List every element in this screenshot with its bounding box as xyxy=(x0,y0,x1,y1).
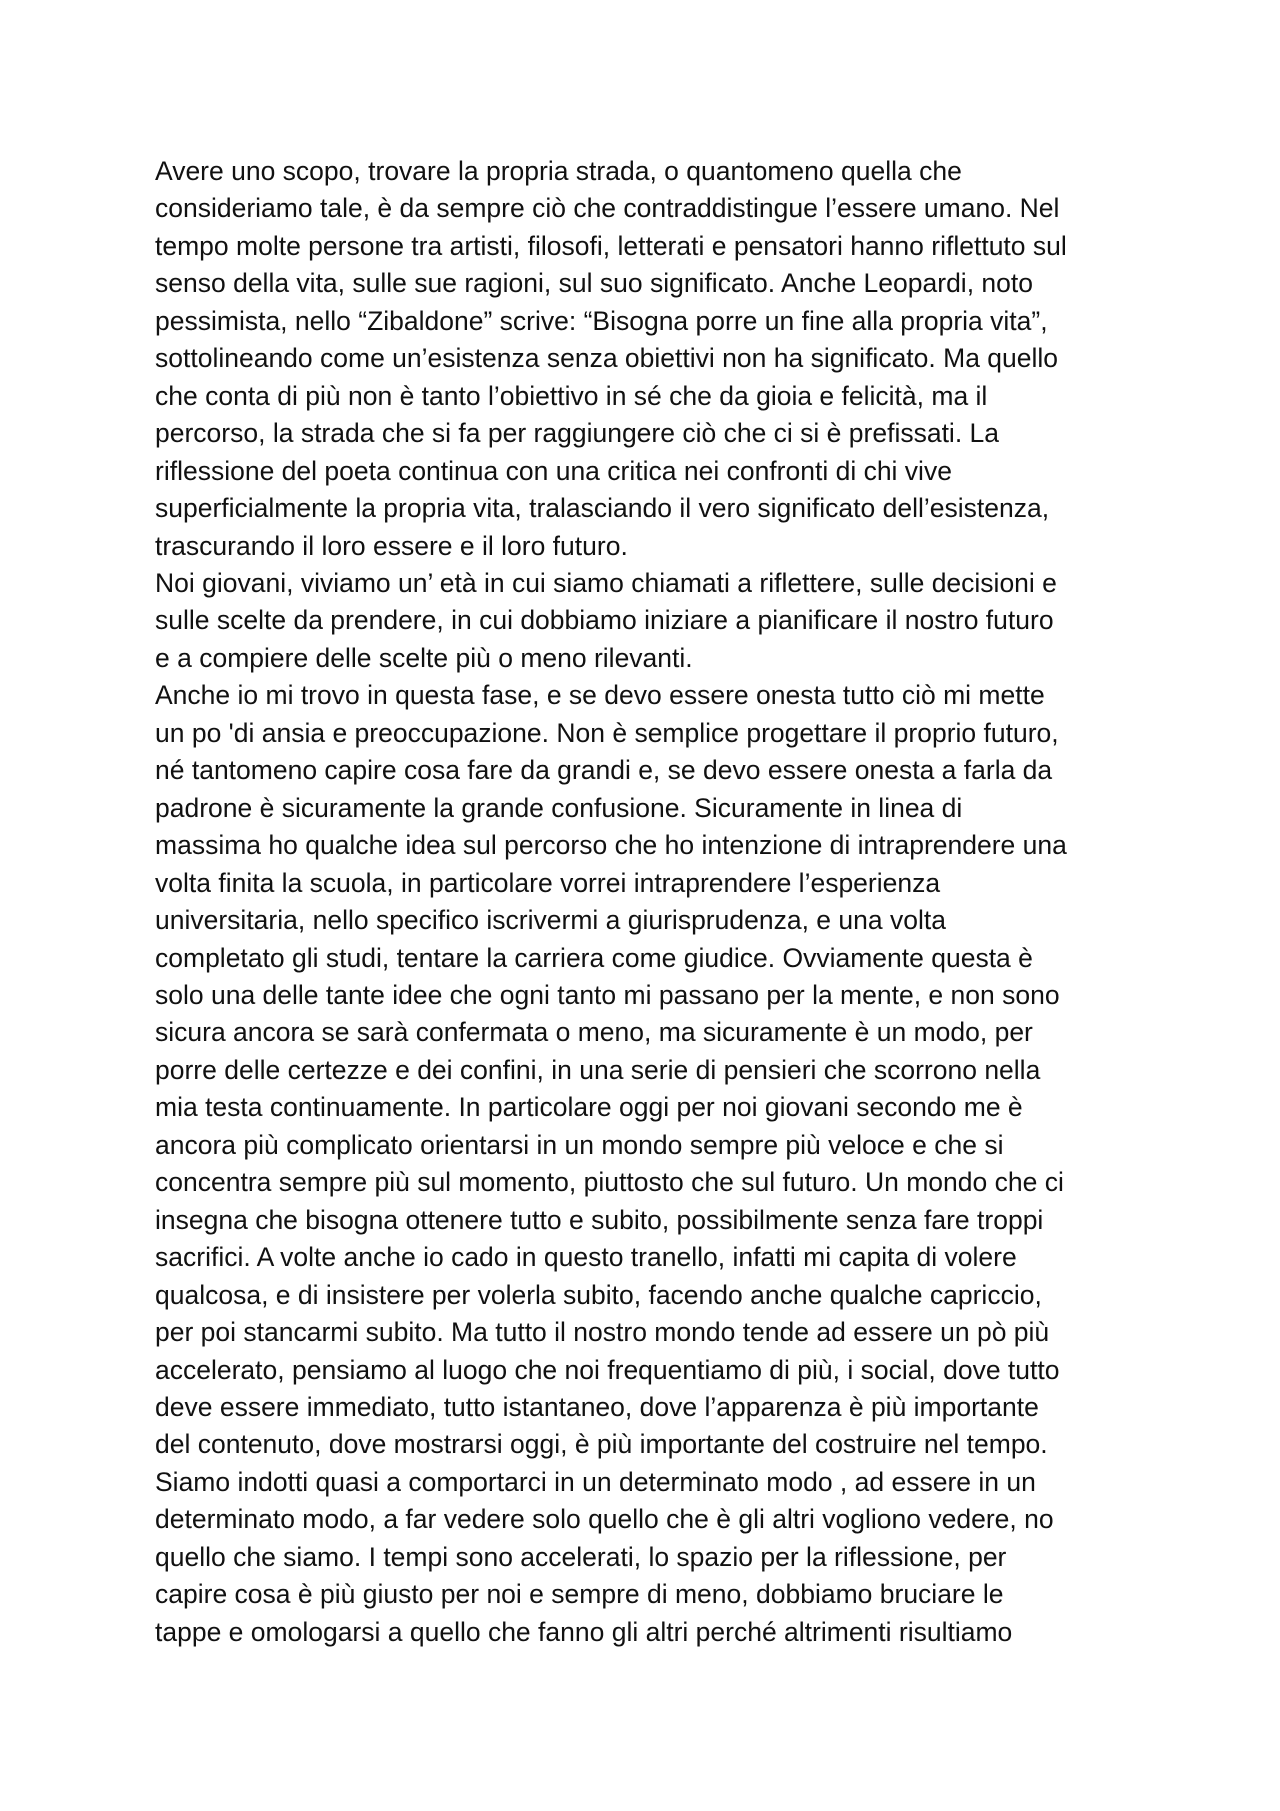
text-line: Anche io mi trovo in questa fase, e se devo essere onesta tutto ciò mi mette xyxy=(155,680,1045,711)
text-line: accelerato, pensiamo al luogo che noi frequentiamo di più, i social, dove tutto xyxy=(155,1354,1060,1385)
text-line: completato gli studi, tentare la carriera come giudice. Ovviamente questa è xyxy=(155,942,1033,973)
text-line: sicura ancora se sarà confermata o meno, ma sicuramente è un modo, per xyxy=(155,1017,1033,1048)
text-line: tappe e omologarsi a quello che fanno gli altri perché altrimenti risultiamo xyxy=(155,1616,1013,1647)
text-line: per poi stancarmi subito. Ma tutto il nostro mondo tende ad essere un pò più xyxy=(155,1317,1050,1348)
text-line: del contenuto, dove mostrarsi oggi, è più importante del costruire nel tempo. xyxy=(155,1429,1048,1460)
text-line: volta finita la scuola, in particolare vorrei intraprendere l’esperienza xyxy=(155,867,941,898)
text-line: massima ho qualche idea sul percorso che ho intenzione di intraprendere una xyxy=(155,830,1067,861)
text-line: padrone è sicuramente la grande confusione. Sicuramente in linea di xyxy=(155,792,963,823)
text-line: superficialmente la propria vita, tralasciando il vero significato dell’esistenza, xyxy=(155,493,1050,524)
text-line: determinato modo, a far vedere solo quello che è gli altri vogliono vedere, no xyxy=(155,1504,1054,1535)
text-line: capire cosa è più giusto per noi e sempre di meno, dobbiamo bruciare le xyxy=(155,1579,1004,1610)
text-line: ancora più complicato orientarsi in un mondo sempre più veloce e che si xyxy=(155,1129,1004,1160)
text-line: percorso, la strada che si fa per raggiungere ciò che ci si è prefissati. La xyxy=(155,418,1000,449)
body-text xyxy=(155,153,1155,1651)
text-line: tempo molte persone tra artisti, filosofi, letterati e pensatori hanno riflettuto sul xyxy=(155,230,1067,261)
text-line: riflessione del poeta continua con una critica nei confronti di chi vive xyxy=(155,455,952,486)
text-line: Noi giovani, viviamo un’ età in cui siamo chiamati a riflettere, sulle decisioni e xyxy=(155,567,1057,598)
text-line: solo una delle tante idee che ogni tanto mi passano per la mente, e non sono xyxy=(155,979,1060,1010)
text-line: Avere uno scopo, trovare la propria strada, o quantomeno quella che xyxy=(155,156,962,186)
text-line: porre delle certezze e dei confini, in una serie di pensieri che scorrono nella xyxy=(155,1054,1041,1085)
text-line: sulle scelte da prendere, in cui dobbiamo iniziare a pianificare il nostro futuro xyxy=(155,605,1054,636)
text-line: qualcosa, e di insistere per volerla subito, facendo anche qualche capriccio, xyxy=(155,1279,1042,1310)
text-line: sottolineando come un’esistenza senza obiettivi non ha significato. Ma quello xyxy=(155,343,1059,374)
text-line: pessimista, nello “Zibaldone” scrive: “Bisogna porre un fine alla propria vita”, xyxy=(155,305,1048,336)
text-line: e a compiere delle scelte più o meno rilevanti. xyxy=(155,642,693,673)
text-line: né tantomeno capire cosa fare da grandi e, se devo essere onesta a farla da xyxy=(155,755,1053,786)
text-line: sacrifici. A volte anche io cado in questo tranello, infatti mi capita di volere xyxy=(155,1242,1017,1273)
text-line: insegna che bisogna ottenere tutto e subito, possibilmente senza fare troppi xyxy=(155,1204,1044,1235)
text-line: consideriamo tale, è da sempre ciò che contraddistingue l’essere umano. Nel xyxy=(155,193,1060,224)
text-line: universitaria, nello specifico iscrivermi a giurisprudenza, e una volta xyxy=(155,905,946,936)
text-line: un po 'di ansia e preoccupazione. Non è semplice progettare il proprio futuro, xyxy=(155,717,1059,748)
text-line: trascurando il loro essere e il loro futuro. xyxy=(155,530,628,561)
text-line: senso della vita, sulle sue ragioni, sul suo significato. Anche Leopardi, noto xyxy=(155,268,1033,299)
text-line: concentra sempre più sul momento, piuttosto che sul futuro. Un mondo che ci xyxy=(155,1167,1064,1198)
text-line: quello che siamo. I tempi sono accelerati, lo spazio per la riflessione, per xyxy=(155,1541,1007,1572)
text-line: deve essere immediato, tutto istantaneo, dove l’apparenza è più importante xyxy=(155,1391,1039,1422)
text-line: che conta di più non è tanto l’obiettivo in sé che da gioia e felicità, ma il xyxy=(155,380,988,411)
text-line: mia testa continuamente. In particolare oggi per noi giovani secondo me è xyxy=(155,1092,1023,1123)
text-line: Siamo indotti quasi a comportarci in un determinato modo , ad essere in un xyxy=(155,1466,1036,1497)
